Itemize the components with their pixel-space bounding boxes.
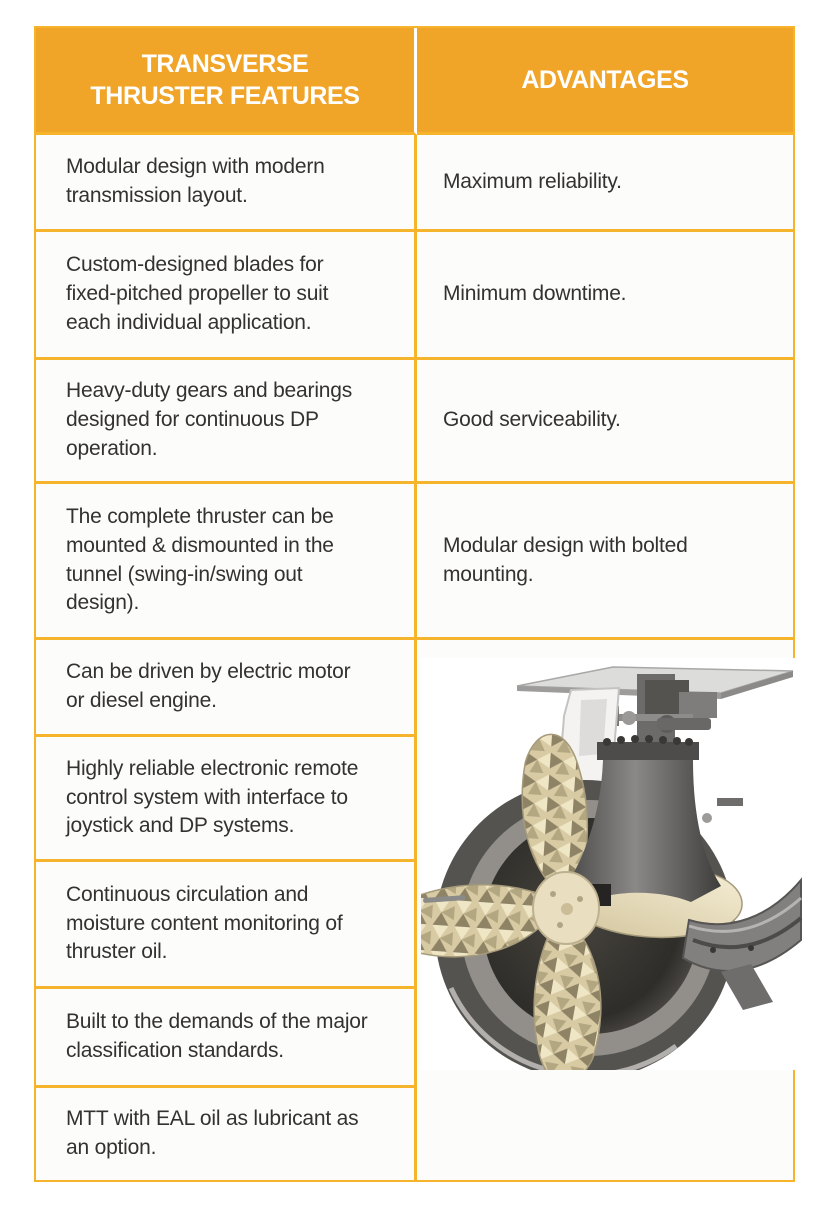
feature-cell [36,737,417,862]
advantage-cell [417,135,793,232]
feature-cell [36,1088,417,1180]
feature-cell [36,989,417,1088]
feature-text: Modular design with modern transmission layout. [66,155,325,207]
advantage-text: Minimum downtime. [443,282,627,306]
header-cell-features [36,28,417,135]
header-features-label: TRANSVERSE THRUSTER FEATURES [90,50,360,110]
feature-cell [36,360,417,484]
feature-cell [36,484,417,640]
feature-cell [36,135,417,232]
feature-text: The complete thruster can be mounted & dismounted in the tunnel (swing-in/swing out design). [66,504,334,615]
thruster-image-cell [417,640,793,1180]
feature-cell [36,232,417,360]
feature-text: Highly reliable electronic remote control system with interface to joystick and DP systems. [66,756,359,838]
feature-cell [36,862,417,989]
advantage-cell [417,484,793,640]
advantage-cell [417,360,793,484]
thruster-image [421,658,803,1070]
feature-text: Custom-designed blades for fixed-pitched propeller to suit each individual application. [66,253,329,334]
feature-cell [36,640,417,737]
feature-text: MTT with EAL oil as lubricant as an option. [66,1107,359,1159]
feature-text: Built to the demands of the major classification standards. [66,1010,368,1062]
advantage-text: Modular design with bolted mounting. [443,533,688,586]
feature-text: Can be driven by electric motor or diesel engine. [66,660,351,712]
feature-text: Continuous circulation and moisture content monitoring of thruster oil. [66,882,343,964]
header-advantages-label: ADVANTAGES [521,66,689,94]
feature-text: Heavy-duty gears and bearings designed for continuous DP operation. [66,379,353,460]
header-cell-advantages [417,28,793,135]
advantage-cell [417,232,793,360]
advantage-text: Good serviceability. [443,408,621,432]
features-advantages-table [34,26,795,1182]
advantage-text: Maximum reliability. [443,169,622,193]
